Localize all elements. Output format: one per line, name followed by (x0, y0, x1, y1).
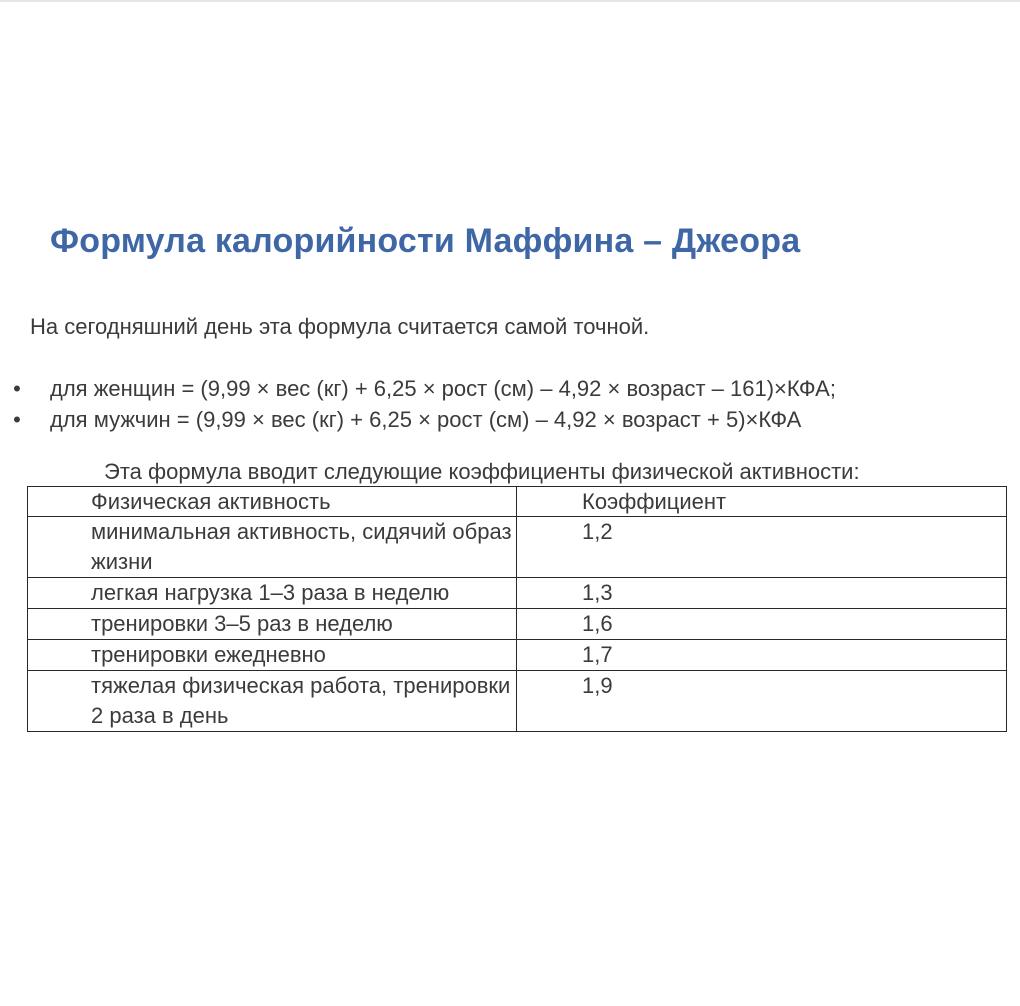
table-row (28, 671, 1007, 732)
table-row (28, 640, 1007, 671)
intro-text: На сегодняшний день эта формула считается самой точной. (30, 314, 650, 339)
coefficient-cell: 1,3 (517, 578, 1007, 609)
bullet-icon: • (13, 376, 21, 401)
table-row (28, 517, 1007, 578)
table-caption: Эта формула вводит следующие коэффициенты физической активности: (104, 459, 860, 484)
activity-cell: тренировки ежедневно (28, 640, 517, 671)
activity-cell: тренировки 3–5 раз в неделю (28, 609, 517, 640)
table-header-row (28, 487, 1007, 517)
coefficient-cell: 1,9 (517, 671, 1007, 732)
header-coefficient: Коэффициент (517, 487, 1007, 517)
top-divider (0, 0, 1020, 2)
formula-women (10, 373, 836, 404)
page-title: Формула калорийности Маффина – Джеора (50, 222, 801, 260)
activity-cell: легкая нагрузка 1–3 раза в неделю (28, 578, 517, 609)
coefficient-cell: 1,6 (517, 609, 1007, 640)
coefficient-cell: 1,7 (517, 640, 1007, 671)
header-activity: Физическая активность (28, 487, 517, 517)
activity-cell: тяжелая физическая работа, тренировки 2 раза в день (28, 671, 517, 732)
activity-coefficient-table (27, 486, 1007, 732)
activity-cell: минимальная активность, сидячий образ жизни (28, 517, 517, 578)
table-row (28, 578, 1007, 609)
formula-list (10, 373, 836, 435)
table-row (28, 609, 1007, 640)
formula-women-text: для женщин = (9,99 × вес (кг) + 6,25 × рост (см) – 4,92 × возраст – 161)×КФА; (50, 376, 836, 401)
formula-men (10, 404, 836, 435)
formula-men-text: для мужчин = (9,99 × вес (кг) + 6,25 × рост (см) – 4,92 × возраст + 5)×КФА (50, 407, 802, 432)
coefficient-cell: 1,2 (517, 517, 1007, 578)
bullet-icon: • (13, 407, 21, 432)
